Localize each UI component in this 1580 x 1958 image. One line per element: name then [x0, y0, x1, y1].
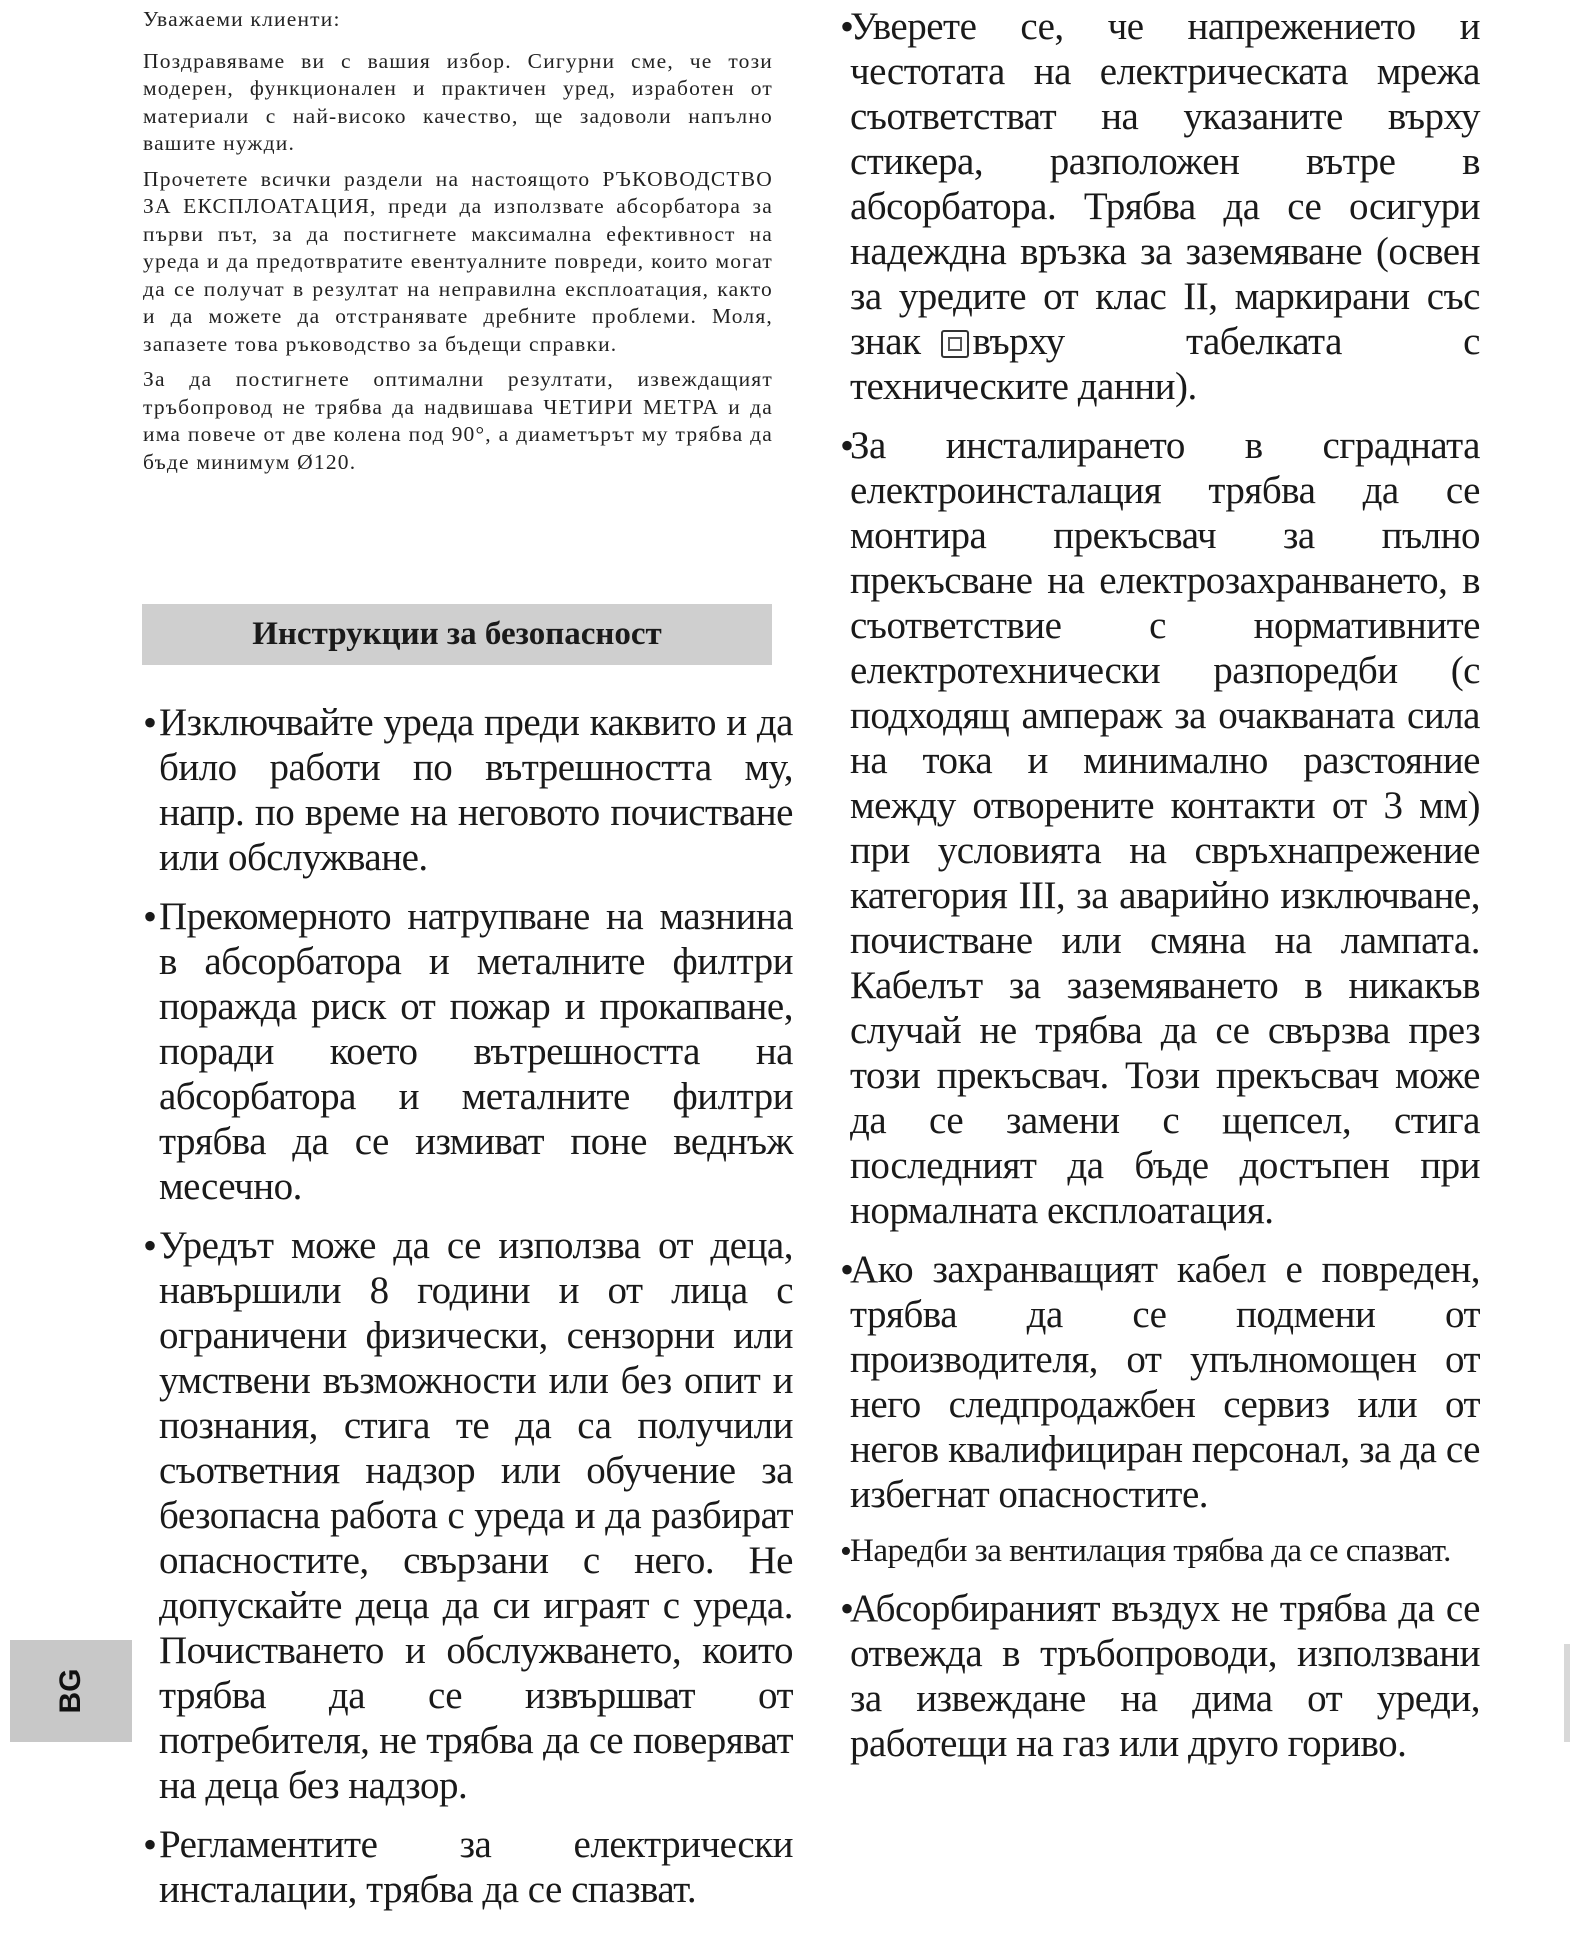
- bullet-marker: •: [840, 423, 855, 468]
- bullet-item-installation: [840, 423, 1480, 1233]
- bullet-item-voltage: [840, 4, 1480, 409]
- greeting: Уважаеми клиенти:: [143, 7, 341, 31]
- bullet-text: За инсталирането в сградната електроинсталация трябва да се монтира прекъсвач за пълно прекъсване на електрозахранването, в съответствие с нормативните електротехнически разпоредби (с подходящ ампераж за очакваната сила на тока и минимално разстояние между отворените контакти от 3 мм) при условията на свръхнапрежение категория III, за аварийно изключване, почистване или смяна на лампата. Кабелът за заземяването в никакъв случай не трябва да се свързва през този прекъсвач. Този прекъсвач може да се замени с щепсел, стига последният да бъде достъпен при нормалната експлоатация.: [850, 424, 1480, 1232]
- intro-paragraph-2: Прочетете всички раздели на настоящото РЪКОВОДСТВО ЗА ЕКСПЛОАТАЦИЯ, преди да използвате абсорбатора за първи път, за да постигнете максимална ефективност на уреда и да предотвратите евентуалните повреди, които могат да се получат в резултат на неправилна експлоатация, както и да можете да отстранявате дребните проблеми. Моля, запазете това ръководство за бъдещи справки.: [143, 166, 773, 356]
- bullet-marker: •: [143, 1223, 158, 1268]
- intro-paragraph-1: Поздравяваме ви с вашия избор. Сигурни сме, че този модерен, функционален и практичен уред, изработен от материали с най-високо качество, ще задоволи напълно вашите нужди.: [143, 48, 773, 155]
- bullet-text: Ако захранващият кабел е повреден, трябва да се подмени от производителя, от упълномощен от него следпродажбен сервиз или от негов квалифициран персонал, за да се избегнат опасностите.: [850, 1248, 1480, 1516]
- section-title: Инструкции за безопасност: [252, 616, 662, 652]
- bullet-text: [850, 4, 1480, 409]
- bullet-item-ventilation: [840, 1531, 1480, 1572]
- voltage-text-before: Уверете се, че напрежението и честотата на електрическата мрежа съответстват на указаните върху стикера, разположен вътре в абсорбатора. Трябва да се осигури надеждна връзка за заземяване (освен за уредите от клас II, маркирани със знак: [850, 5, 1480, 363]
- bullet-text: Наредби за вентилация трябва да се спазват.: [850, 1533, 1451, 1569]
- bullet-text: Изключвайте уреда преди каквито и да било работи по вътрешността му, напр. по време на неговото почистване или обслужване.: [159, 701, 793, 879]
- bullet-item: [143, 700, 793, 880]
- bullet-text: Прекомерното натрупване на мазнина в абсорбатора и металните филтри поражда риск от пожар и прокапване, поради което вътрешността на абсорбатора и металните филтри трябва да се измиват поне веднъж месечно.: [159, 895, 793, 1208]
- intro-paragraph-3: За да постигнете оптимални резултати, извеждащият тръбопровод не трябва да надвишава ЧЕТИРИ МЕТРА и да има повече от две колена под 90°, а диаметърът му трябва да бъде минимум Ø120.: [143, 367, 773, 474]
- page-edge-marker: [1564, 1644, 1570, 1742]
- bullet-marker: •: [143, 700, 158, 745]
- bullet-marker: •: [840, 1533, 852, 1570]
- bullet-text: Уредът може да се използва от деца, навършили 8 години и от лица с ограничени физически, сензорни или умствени възможности или без опит и познания, стига те да са получили съответния надзор или обучение за безопасна работа с уреда и да разбират опасностите, свързани с него. Не допускайте деца да си играят с уреда. Почистването и обслужването, които трябва да се извършват от потребителя, не трябва да се поверяват на деца без надзор.: [159, 1224, 793, 1807]
- bullet-marker: •: [840, 1586, 855, 1631]
- section-header: [142, 604, 772, 665]
- bullet-item-cable: [840, 1247, 1480, 1517]
- right-bullet-list: [840, 4, 1480, 1780]
- bullet-item: [143, 1223, 793, 1808]
- double-insulation-icon: [941, 330, 969, 358]
- bullet-item-exhaust: [840, 1586, 1480, 1766]
- bullet-item: [143, 1822, 793, 1912]
- bullet-item: [143, 894, 793, 1209]
- bullet-marker: •: [143, 1822, 158, 1867]
- bullet-text: Абсорбираният въздух не трябва да се отвежда в тръбопроводи, използвани за извеждане на дима от уреди, работещи на газ или друго гориво.: [850, 1587, 1480, 1765]
- bullet-text: Регламентите за електрически инсталации, трябва да се спазват.: [159, 1823, 793, 1911]
- language-tab: [10, 1640, 132, 1742]
- intro-section: [143, 6, 773, 484]
- voltage-text-after: върху табелката с техническите данни).: [850, 320, 1480, 408]
- bullet-marker: •: [840, 1247, 855, 1292]
- bullet-marker: •: [840, 4, 855, 49]
- language-code: BG: [54, 1668, 87, 1714]
- left-bullet-list: [143, 700, 793, 1926]
- bullet-marker: •: [143, 894, 158, 939]
